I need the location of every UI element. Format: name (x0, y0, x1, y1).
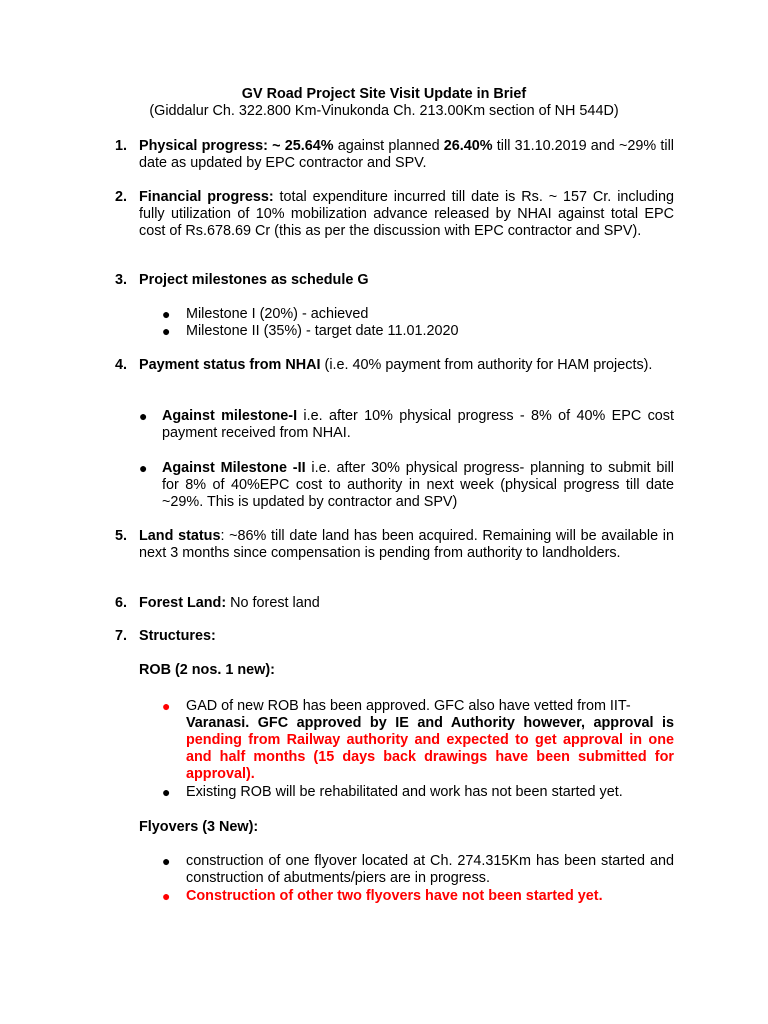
item-financial-progress (115, 189, 674, 240)
item-label: Structures: (139, 628, 216, 644)
list-item (162, 698, 674, 783)
item-structures (115, 628, 674, 645)
rob-highlight-text: pending from Railway authority and expected to get approval in one and half months (15 days back drawings have been submitted for approval). (186, 732, 674, 782)
item-label: Forest Land: (139, 595, 227, 611)
bullet-icon: ● (139, 460, 148, 476)
list-item (162, 853, 674, 887)
item-land-status (115, 528, 674, 562)
document-subtitle: (Giddalur Ch. 322.800 Km-Vinukonda Ch. 213.00Km section of NH 544D) (149, 103, 619, 119)
item-bold-value: 26.40% (443, 138, 493, 154)
bullet-icon: ● (139, 408, 148, 424)
list-item (162, 784, 674, 801)
document-title: GV Road Project Site Visit Update in Brief (241, 86, 527, 102)
sub-text: i.e. after 10% physical progress - 8% of 40% EPC cost payment received from NHAI. (162, 408, 674, 441)
item-forest-land (115, 595, 674, 612)
item-label: Project milestones as schedule G (139, 272, 369, 288)
item-number: 2. (115, 189, 128, 205)
item-text: : ~86% till date land has been acquired. Remaining will be available in next 3 months since compensation is pending from authority to landholders. (139, 528, 674, 561)
item-label: Financial progress: (139, 189, 274, 205)
list-item (139, 408, 674, 442)
item-label: Physical progress: ~ 25.64% (139, 138, 334, 154)
sub-label: Against Milestone -II (162, 460, 306, 476)
rob-text: GAD of new ROB has been approved. GFC also have vetted from IIT- (186, 698, 631, 714)
item-physical-progress (115, 138, 674, 172)
item-label: Payment status from NHAI (139, 357, 321, 373)
item-payment-status (115, 357, 674, 374)
bullet-icon: ● (162, 853, 171, 869)
list-item (139, 460, 674, 511)
bullet-icon: ● (162, 323, 171, 339)
list-item-text (186, 698, 674, 783)
item-number: 4. (115, 357, 128, 373)
list-item-text: Construction of other two flyovers have not been started yet. (186, 888, 603, 904)
bullet-icon: ● (162, 698, 171, 714)
item-number: 6. (115, 595, 128, 611)
list-item (162, 888, 674, 905)
item-number: 7. (115, 628, 128, 644)
list-item-text: Milestone I (20%) - achieved (186, 306, 369, 322)
list-item-text: Existing ROB will be rehabilitated and work has not been started yet. (186, 784, 623, 800)
item-body (139, 138, 674, 172)
bullet-icon: ● (162, 888, 171, 904)
bullet-icon: ● (162, 784, 171, 800)
list-item-text: Milestone II (35%) - target date 11.01.2020 (186, 323, 459, 339)
item-text: till 31.10.2019 and ~29% till date as updated by EPC contractor and SPV. (139, 138, 674, 171)
item-body (139, 528, 674, 562)
item-number: 5. (115, 528, 128, 544)
item-body (139, 595, 674, 612)
sub-text: i.e. after 30% physical progress- planning to submit bill for 8% of 40%EPC cost to authority in next week (physical progress till date ~29%. This is updated by contractor and SPV) (162, 460, 674, 510)
flyovers-heading: Flyovers (3 New): (139, 819, 259, 835)
bullet-icon: ● (162, 306, 171, 322)
item-number: 3. (115, 272, 128, 288)
item-body (139, 628, 674, 645)
rob-bold-text: Varanasi. GFC approved by IE and Authority however, approval is (186, 715, 674, 731)
item-label: Land status (139, 528, 221, 544)
item-project-milestones (115, 272, 674, 289)
list-item (162, 306, 674, 323)
item-body (139, 189, 674, 240)
list-item-text: construction of one flyover located at Ch. 274.315Km has been started and construction of abutments/piers are in progress. (186, 853, 674, 886)
list-item-text (162, 460, 674, 511)
item-body (139, 357, 674, 374)
item-text: against planned (333, 138, 444, 154)
item-number: 1. (115, 138, 128, 154)
item-text: (i.e. 40% payment from authority for HAM projects). (320, 357, 653, 373)
sub-label: Against milestone-I (162, 408, 298, 424)
item-text: No forest land (226, 595, 320, 611)
rob-heading: ROB (2 nos. 1 new): (139, 662, 275, 678)
item-body (139, 272, 674, 289)
list-item (162, 323, 674, 340)
item-text: total expenditure incurred till date is Rs. ~ 157 Cr. including fully utilization of 10% mobilization advance released by NHAI against total EPC cost of Rs.678.69 Cr (this as per the discussion with EPC contractor and SPV). (139, 189, 674, 239)
list-item-text (162, 408, 674, 442)
